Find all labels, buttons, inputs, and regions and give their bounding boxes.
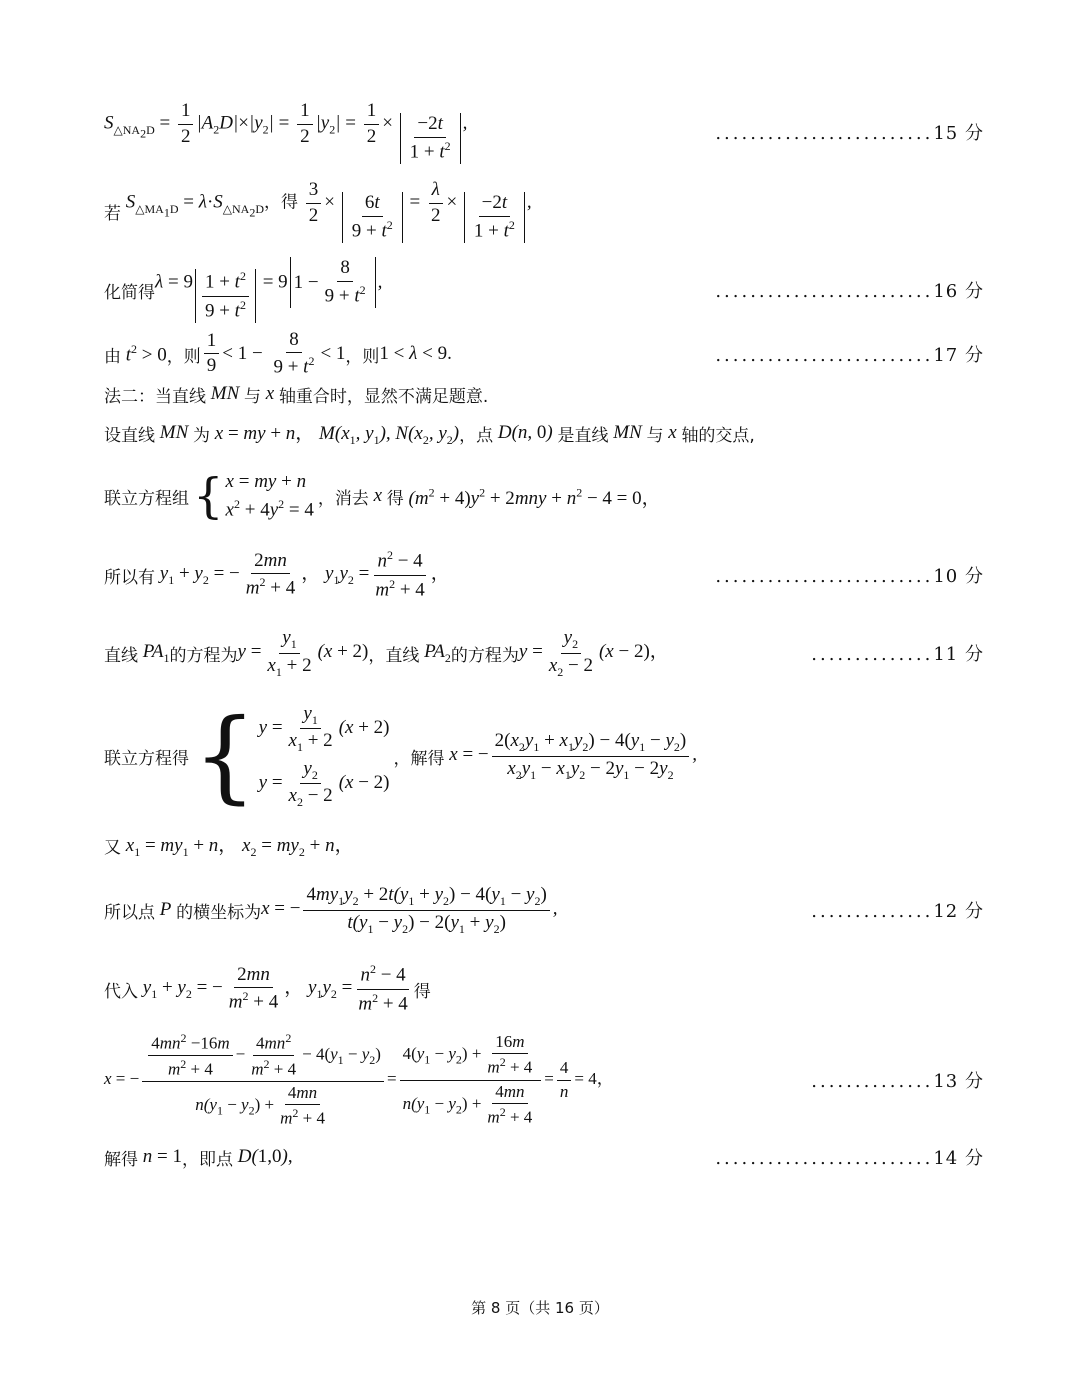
score-marker-15: .........................15 分 — [715, 123, 984, 144]
text-ze-1: ，则 — [166, 346, 201, 367]
score-marker-12: ..............12 分 — [811, 901, 984, 922]
solution-line-6 — [104, 418, 984, 448]
text-equation-is-1: 的方程为 — [169, 645, 238, 666]
solution-line-10 — [104, 697, 984, 814]
t-squared-positive: $t^2 > 0$ — [121, 341, 167, 366]
p-abscissa: x = − $\frac{4my_1y_2 + 2t(y_1 + y_2) - 4(y_1 - y_2)}{t(y_1 - y_2) - 2(y_1 + y_2)}$ , — [261, 884, 558, 936]
text-ruo: 若 — [104, 203, 121, 224]
text-yu: 与 — [244, 386, 261, 407]
vieta-formulas: $y_1 + y_2$ = − $\frac{2mn}{m^2 + 4}$ ， $y_1y_2$ = $\frac{n^2 - 4}{m^2 + 4}$ ， — [155, 548, 450, 600]
text-set-line: 设直线 — [104, 425, 155, 446]
vieta-substitute: $y_1 + y_2$ = − $\frac{2mn}{m^2 + 4}$ ， $y_1y_2$ = $\frac{n^2 - 4}{m^2 + 4}$ — [138, 962, 408, 1014]
text-line-2: ，直线 — [368, 645, 420, 666]
line-equation: x = my + n， $M(x_1$, $y_1$), $N(x_2$, $y_2$) — [210, 423, 460, 447]
score-marker-10: .........................10 分 — [715, 566, 984, 587]
solution-line-4 — [104, 328, 984, 380]
text-not-satisfy: 轴重合时，显然不满足题意. — [278, 386, 489, 407]
score-marker-13: ..............13 分 — [811, 1071, 984, 1092]
text-so-have: 所以有 — [104, 567, 155, 588]
text-equation-is-2: 的方程为 — [450, 645, 519, 666]
lambda-simplified: λ = 9 $\frac{1 + t^2}{9 + t^2}$ = 9 1 − $\frac{8}{9 + t^2}$ , — [155, 257, 383, 321]
system-of-equations-1: { x = my + n $x^2 + 4y^2 = 4$ — [193, 467, 314, 524]
line-mn-label-2: MN — [155, 422, 193, 443]
solution-line-8 — [104, 548, 984, 602]
n-value: n = 1 — [138, 1146, 182, 1167]
area-formula-nad: $S_{\triangle NA_2D}$ = $\frac{1}{2}$ $|A_2D|\times|y_2|$ = $\frac{1}{2}$ $|y_2|$ = $\frac{1}{2}$ × $\frac{-2t}{1 + t^2}$ , — [104, 100, 468, 162]
solution-line-7 — [104, 466, 984, 526]
solution-line-5 — [104, 380, 984, 408]
solution-line-13 — [104, 962, 984, 1016]
text-line-1: 直线 — [104, 645, 138, 666]
text-namely-point: ，即点 — [181, 1149, 233, 1170]
text-ze-2: ，则 — [345, 346, 380, 367]
lambda-range: 1 < λ < 9. — [379, 343, 452, 364]
line-pa2: $PA_2$ — [419, 640, 451, 665]
text-solve-get: ，解得 — [393, 748, 445, 769]
x-axis-var-2: x — [663, 422, 682, 443]
line-mn-label: MN — [206, 383, 244, 404]
text-wei: 为 — [193, 425, 210, 446]
x-substitutions: $x_1 = my_1 + n$， $x_2 = my_2 + n$， — [121, 835, 354, 859]
text-eliminate: ，消去 — [317, 488, 369, 509]
text-substitute: 代入 — [104, 981, 138, 1002]
solution-line-11 — [104, 830, 984, 860]
x-var: x — [368, 485, 387, 506]
pa1-equation: y = $\frac{y_1}{x_1 + 2}$ (x + 2) — [237, 627, 369, 679]
text-de-2: 得 — [413, 981, 431, 1002]
text-so-point: 所以点 — [104, 902, 155, 923]
score-marker-11: ..............11 分 — [811, 644, 984, 665]
solution-line-14 — [104, 1030, 984, 1130]
score-marker-17: .........................17 分 — [715, 345, 984, 366]
page-footer: 第 8 页（共 16 页） — [471, 1299, 609, 1317]
solution-line-12 — [104, 882, 984, 938]
text-yu-2: 与 — [646, 425, 664, 446]
text-solve-system: 联立方程得 — [104, 748, 189, 769]
point-d: D(n, 0) — [493, 422, 558, 443]
line-mn-label-3: MN — [608, 422, 647, 443]
method-two-label: 法二：当直线 — [104, 386, 206, 407]
x-final-expression: x = − $\frac{4mn^2 -16m}{m^2 + 4}$ − $\frac{4mn^2}{m^2 + 4}$ − $4(y_1 - y_2)$ $n(y_1 - y_2)$ + $\frac{4mn}{m^2 + 4}$ = $4(y_1 - y_2)$ + $\frac{16m}{m^2 + 4}$ $n(y_1 - y_2)$ + $\frac{4mn}{m^2 + 4}$ = $\frac{4}{n}$ = 4， — [104, 1030, 614, 1128]
text-solve-n: 解得 — [104, 1149, 138, 1170]
system-of-equations-2: { y = $\frac{y_1}{x_1 + 2}$ (x + 2) y = $\frac{y_2}{x_2 - 2}$ (x − 2) — [193, 697, 390, 814]
text-you: 由 — [104, 346, 121, 367]
text-dian: ，点 — [459, 425, 494, 446]
quadratic-in-y: $(m^2 + 4)y^2 + 2mny + n^2 - 4 = 0$， — [403, 485, 661, 509]
text-also: 又 — [104, 837, 121, 858]
x-axis-var: x — [261, 383, 279, 404]
text-is-line: 是直线 — [557, 425, 609, 446]
bound-inequality: $\frac{1}{9}$ < 1 − $\frac{8}{9 + t^2}$ < 1 — [201, 329, 346, 380]
text-intersection: 轴的交点, — [681, 425, 755, 446]
solution-line-2 — [104, 179, 984, 241]
pa2-equation: y = $\frac{y_2}{x_2 - 2}$ (x − 2)， — [518, 627, 669, 679]
point-d-value: D(1,0), — [232, 1146, 293, 1167]
solution-line-1 — [104, 100, 984, 162]
x-solution: x = − $\frac{2(x_2y_1 + x_1y_2) - 4(y_1 - y_2)}{x_2y_1 - x_1y_2 - 2y_1 - 2y_2}$ , — [444, 730, 697, 782]
point-p: P — [155, 899, 177, 920]
text-system: 联立方程组 — [104, 488, 189, 509]
score-marker-14: .........................14 分 — [715, 1148, 984, 1169]
solution-line-15 — [104, 1142, 984, 1172]
line-pa1: $PA_1$ — [138, 640, 170, 665]
lambda-relation: $S_{\triangle MA_1D} = \lambda\cdot S_{\triangle NA_2D}$，得 $\frac{3}{2}$ × $\frac{6t}{9 + t^2}$ = $\frac{\lambda}{2}$ × $\frac{-2t}{1 + t^2}$ , — [121, 179, 532, 241]
solution-line-3 — [104, 257, 984, 321]
text-abscissa: 的横坐标为 — [176, 902, 262, 923]
solution-line-9 — [104, 626, 984, 680]
text-de: 得 — [386, 488, 404, 509]
score-marker-16: .........................16 分 — [715, 281, 984, 302]
text-simplify: 化简得 — [104, 282, 155, 303]
